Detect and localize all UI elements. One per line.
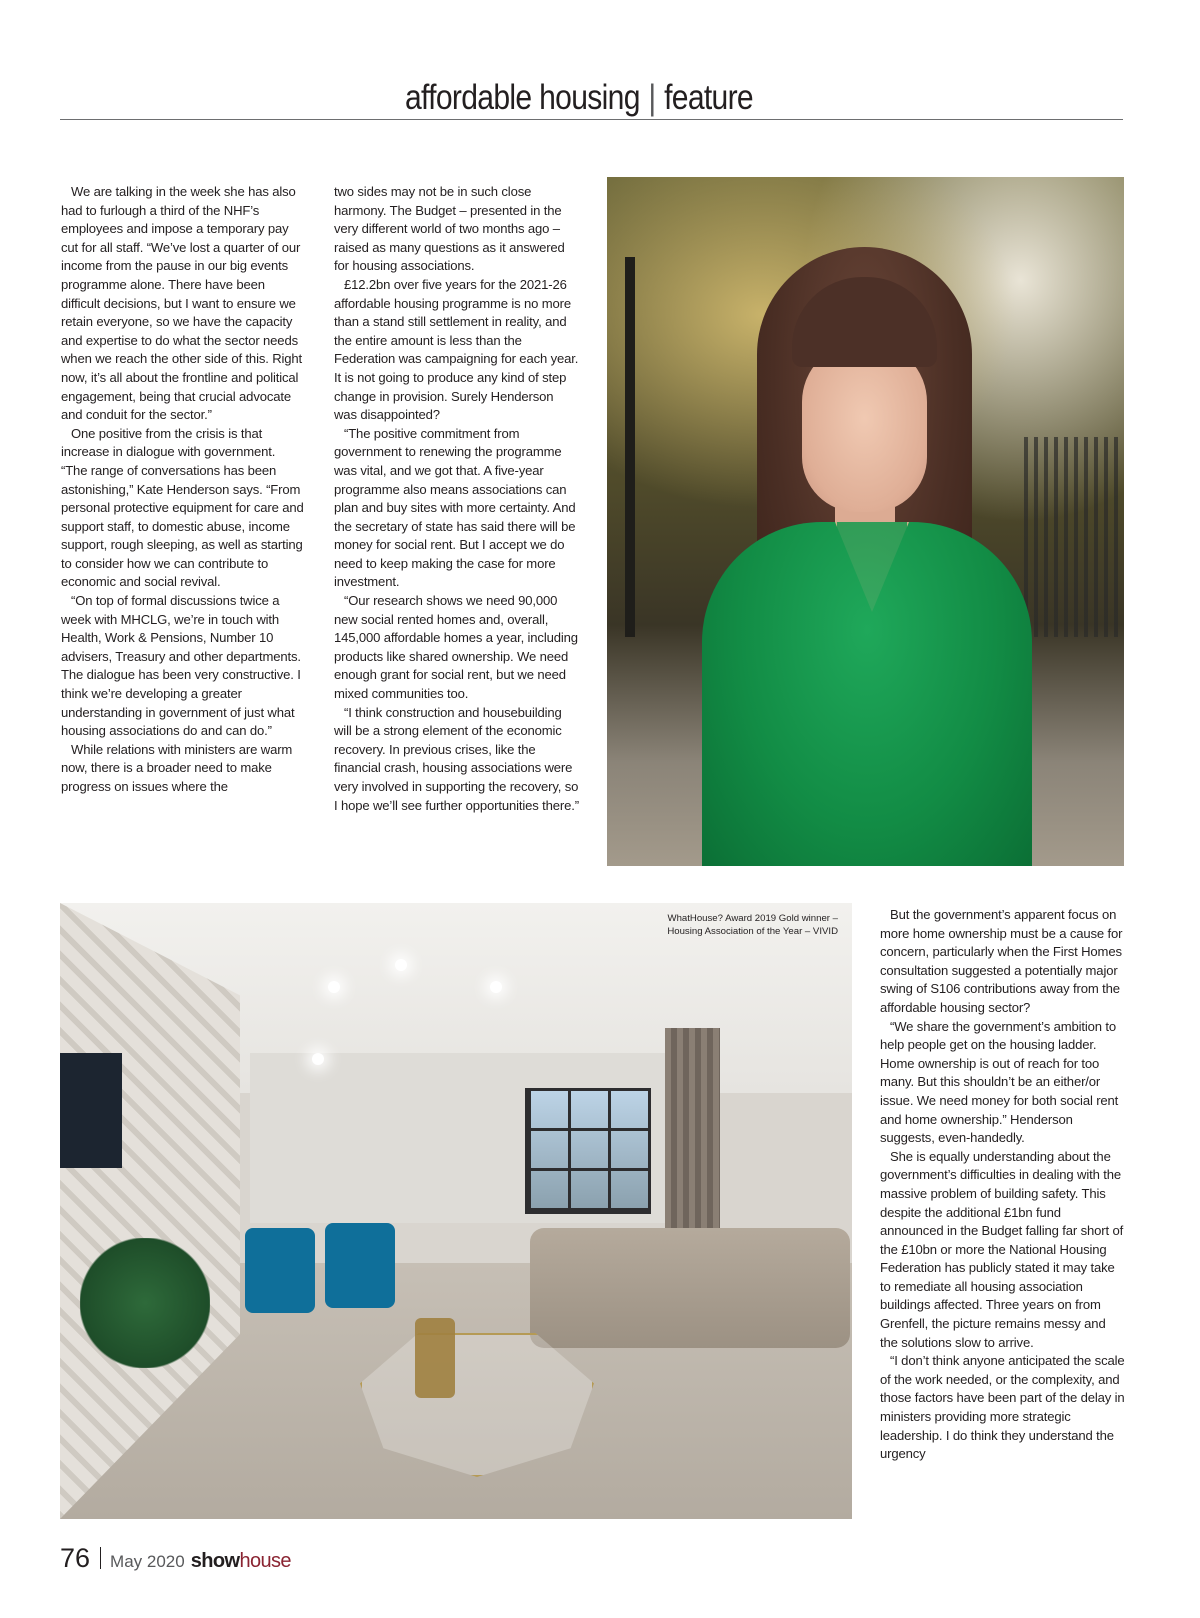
section-heading — [405, 78, 753, 118]
brand-logo-bold: show — [190, 1550, 240, 1572]
blue-armchair — [325, 1223, 395, 1308]
tv-screen — [60, 1053, 122, 1168]
article-column-3 — [880, 906, 1125, 1464]
issue-date: May 2020 — [110, 1552, 185, 1571]
ceiling-light — [312, 1053, 324, 1065]
paragraph: While relations with ministers are warm now, there is a broader need to make progress on issues where the — [61, 741, 293, 794]
category-label: feature — [664, 78, 753, 117]
paragraph: “I don’t think anyone anticipated the scale of the work needed, or the complexity, and those factors have been part of the delay in ministers providing more strategic leadership. I do think they understand the urgency — [880, 1353, 1125, 1462]
paragraph: One positive from the crisis is that increase in dialogue with government. “The range of conversations has been astonishing,” Kate Henderson says. “From personal protective equipment for care and support staff, to domestic abuse, income support, rough sleeping, as well as starting to consider how we can contribute to economic and social revival. — [61, 425, 304, 590]
lamp-post — [625, 257, 635, 637]
brand-logo-regular: house — [239, 1550, 291, 1572]
ceiling-light — [490, 981, 502, 993]
paragraph: But the government’s apparent focus on more home ownership must be a cause for concern, particularly when the First Homes consultation suggested a potentially major swing of S106 contributions away from the affordable housing sector? — [880, 907, 1123, 1015]
plant — [80, 1238, 210, 1368]
page-number: 76 — [60, 1543, 91, 1573]
interior-photo — [60, 903, 852, 1519]
paragraph: “Our research shows we need 90,000 new social rented homes and, overall, 145,000 affordable homes a year, including products like shared ownership. We need enough grant for social rent, but we need mixed communities too. — [334, 593, 578, 702]
article-column-2 — [334, 183, 579, 815]
paragraph: two sides may not be in such close harmony. The Budget – presented in the very different world of two months ago – raised as many questions as it answered for housing associations. — [334, 184, 565, 274]
paragraph: “We share the government’s ambition to help people get on the housing ladder. Home ownership is out of reach for too many. But this shouldn’t be an either/or issue. We need money for both social rent and home ownership.” Henderson suggests, even-handedly. — [880, 1018, 1119, 1146]
article-column-1 — [61, 183, 304, 797]
ceiling-light — [328, 981, 340, 993]
footer-divider — [100, 1547, 101, 1569]
blue-armchair — [245, 1228, 315, 1313]
ceiling-light — [395, 959, 407, 971]
paragraph: “On top of formal discussions twice a week with MHCLG, we’re in touch with Health, Work & Pensions, Number 10 advisers, Treasury and other departments. The dialogue has been very constructive. I think we’re developing a greater understanding in government of just what housing associations do and can do.” — [61, 593, 301, 739]
section-label: affordable housing — [405, 78, 640, 117]
photo-caption — [653, 913, 838, 938]
portrait-photo — [607, 177, 1124, 866]
page-header — [60, 72, 1123, 120]
paragraph: She is equally understanding about the government’s difficulties in dealing with the massive problem of building safety. This despite the additional £1bn fund announced in the Budget falling far short of the £10bn or more the National Housing Federation has publicly stated it may take to remediate all housing association buildings affected. Three years on from Grenfell, the picture remains messy and the solutions slow to arrive. — [880, 1148, 1124, 1350]
caption-line: Housing Association of the Year – VIVID — [667, 925, 838, 937]
paragraph: “The positive commitment from government to renewing the programme was vital, and we got that. A five-year programme also means associations can plan and buy sites with more certainty. And the secretary of state has said there will be money for social rent. But I accept we do need to keep making the case for more investment. — [334, 425, 576, 590]
paragraph: We are talking in the week she has also had to furlough a third of the NHF’s employees and impose a temporary pay cut for all staff. “We’ve lost a quarter of our income from the pause in our big events programme alone. There have been difficult decisions, but I want to ensure we retain everyone, so we have the capacity and expertise to do what the sector needs when we reach the other side of this. Right now, it’s all about the frontline and political engagement, being that crucial advocate and conduit for the sector.” — [61, 184, 303, 423]
window — [525, 1088, 651, 1214]
page-footer — [60, 1543, 291, 1579]
header-separator: | — [648, 78, 656, 117]
gold-vase — [415, 1318, 455, 1398]
caption-line: WhatHouse? Award 2019 Gold winner – — [667, 913, 838, 924]
sofa — [530, 1228, 850, 1348]
paragraph: “I think construction and housebuilding will be a strong element of the economic recovery. In previous crises, like the financial crash, housing associations were very involved in supporting the recovery, so I hope we’ll see further opportunities there.” — [334, 704, 579, 813]
paragraph: £12.2bn over five years for the 2021-26 affordable housing programme is no more than a stand still settlement in reality, and the entire amount is less than the Federation was campaigning for each year. It is not going to produce any kind of step change in provision. Surely Henderson was disappointed? — [334, 276, 579, 423]
railing — [1024, 437, 1124, 637]
face — [802, 342, 927, 512]
